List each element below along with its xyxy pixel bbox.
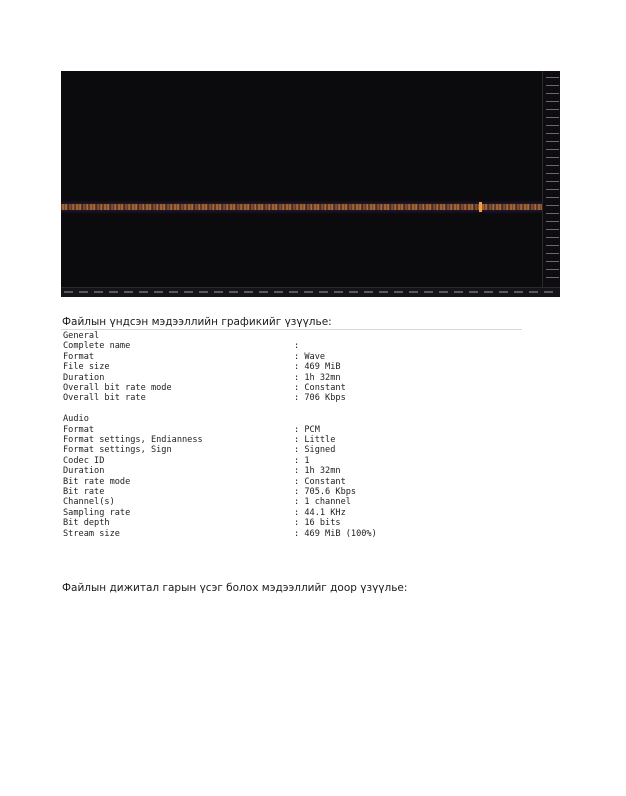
info-key: Bit depth <box>63 518 110 529</box>
time-tick-mark <box>364 291 373 293</box>
general-row <box>63 393 503 403</box>
time-tick-mark <box>499 291 508 293</box>
frequency-tick-mark <box>546 109 559 110</box>
general-row <box>63 341 503 351</box>
info-value: : 706 Kbps <box>294 393 346 404</box>
info-value: : Signed <box>294 445 336 456</box>
info-key: Codec ID <box>63 455 105 466</box>
info-value: : 469 MiB <box>294 362 341 373</box>
general-row <box>63 383 503 393</box>
spectrogram-plot-area <box>61 71 542 287</box>
time-tick-mark <box>214 291 223 293</box>
frequency-tick-mark <box>546 189 559 190</box>
info-key: Complete name <box>63 341 131 352</box>
time-tick-mark <box>109 291 118 293</box>
time-tick-mark <box>274 291 283 293</box>
audio-row <box>63 466 503 476</box>
info-value: : 1h 32mn <box>294 372 341 383</box>
frequency-tick-mark <box>546 173 559 174</box>
time-tick-mark <box>544 291 553 293</box>
time-tick-mark <box>334 291 343 293</box>
signature-caption: Файлын дижитал гарын үсэг болох мэдээллийг доор үзүүлье: <box>62 582 408 594</box>
frequency-tick-mark <box>546 213 559 214</box>
time-tick-mark <box>454 291 463 293</box>
frequency-tick-mark <box>546 237 559 238</box>
media-info-panel <box>61 329 522 542</box>
info-value: : 1 channel <box>294 497 351 508</box>
spectrogram-image <box>61 71 560 297</box>
info-value: : <box>294 341 300 352</box>
time-tick-mark <box>349 291 358 293</box>
audio-row <box>63 445 503 455</box>
info-key: Format settings, Sign <box>63 445 172 456</box>
info-key: Overall bit rate mode <box>63 383 172 393</box>
frequency-tick-mark <box>546 205 559 206</box>
time-tick-mark <box>484 291 493 293</box>
audio-row <box>63 456 503 466</box>
frequency-tick-mark <box>546 181 559 182</box>
info-value: : 705.6 Kbps <box>294 487 357 497</box>
info-key: Format <box>63 351 95 362</box>
info-value: : PCM <box>294 424 320 435</box>
audio-row <box>63 477 503 487</box>
frequency-tick-mark <box>546 221 559 222</box>
info-value: : Constant <box>294 476 346 487</box>
time-tick-mark <box>154 291 163 293</box>
frequency-tick-mark <box>546 157 559 158</box>
info-value: : 16 bits <box>294 518 341 529</box>
time-tick-mark <box>184 291 193 293</box>
time-tick-mark <box>379 291 388 293</box>
time-tick-mark <box>244 291 253 293</box>
audio-section-header: Audio <box>63 414 89 425</box>
info-key: Overall bit rate <box>63 393 146 404</box>
time-tick-mark <box>139 291 148 293</box>
time-tick-mark <box>394 291 403 293</box>
time-tick-mark <box>469 291 478 293</box>
info-key: Bit rate mode <box>63 476 131 487</box>
info-key: Bit rate <box>63 487 105 497</box>
audio-row <box>63 425 503 435</box>
time-tick-mark <box>529 291 538 293</box>
spectrogram-time-axis <box>61 287 560 297</box>
general-row <box>63 352 503 362</box>
time-tick-mark <box>64 291 73 293</box>
audio-row <box>63 508 503 518</box>
time-tick-mark <box>94 291 103 293</box>
audio-row <box>63 518 503 528</box>
general-section-header: General <box>63 331 100 341</box>
info-key: Stream size <box>63 528 120 539</box>
frequency-tick-mark <box>546 269 559 270</box>
info-value: : Little <box>294 435 336 445</box>
info-value: : 469 MiB (100%) <box>294 528 377 539</box>
info-value: : 44.1 KHz <box>294 507 346 518</box>
frequency-tick-mark <box>546 133 559 134</box>
time-tick-mark <box>304 291 313 293</box>
time-tick-mark <box>409 291 418 293</box>
info-value: : Wave <box>294 351 326 362</box>
info-key: Channel(s) <box>63 497 115 508</box>
time-tick-mark <box>169 291 178 293</box>
audio-row <box>63 497 503 507</box>
frequency-tick-mark <box>546 77 559 78</box>
time-tick-mark <box>229 291 238 293</box>
frequency-tick-mark <box>546 229 559 230</box>
spectrogram-band-peak <box>479 202 482 212</box>
graph-caption: Файлын үндсэн мэдээллийн графикийг үзүүлье: <box>62 316 332 328</box>
time-tick-mark <box>424 291 433 293</box>
audio-row <box>63 487 503 497</box>
info-key: Duration <box>63 372 105 383</box>
info-value: : 1 <box>294 455 310 466</box>
info-value: : 1h 32mn <box>294 466 341 477</box>
time-tick-mark <box>289 291 298 293</box>
time-tick-mark <box>514 291 523 293</box>
frequency-tick-mark <box>546 165 559 166</box>
time-tick-mark <box>199 291 208 293</box>
frequency-tick-mark <box>546 93 559 94</box>
info-key: Duration <box>63 466 105 477</box>
general-row <box>63 373 503 383</box>
audio-row <box>63 529 503 539</box>
spectrogram-frequency-axis <box>542 71 560 287</box>
frequency-tick-mark <box>546 125 559 126</box>
info-value: : Constant <box>294 383 346 393</box>
spectrogram-frequency-band <box>61 204 542 210</box>
time-tick-mark <box>259 291 268 293</box>
time-tick-mark <box>439 291 448 293</box>
audio-row <box>63 435 503 445</box>
frequency-tick-mark <box>546 149 559 150</box>
frequency-tick-mark <box>546 141 559 142</box>
frequency-tick-mark <box>546 277 559 278</box>
frequency-tick-mark <box>546 253 559 254</box>
time-tick-mark <box>319 291 328 293</box>
info-key: Format settings, Endianness <box>63 435 203 445</box>
time-tick-mark <box>124 291 133 293</box>
general-row <box>63 362 503 372</box>
frequency-tick-mark <box>546 117 559 118</box>
time-tick-mark <box>79 291 88 293</box>
frequency-tick-mark <box>546 101 559 102</box>
info-key: File size <box>63 362 110 373</box>
info-key: Sampling rate <box>63 507 131 518</box>
frequency-tick-mark <box>546 261 559 262</box>
frequency-tick-mark <box>546 197 559 198</box>
info-key: Format <box>63 424 95 435</box>
frequency-tick-mark <box>546 85 559 86</box>
frequency-tick-mark <box>546 245 559 246</box>
